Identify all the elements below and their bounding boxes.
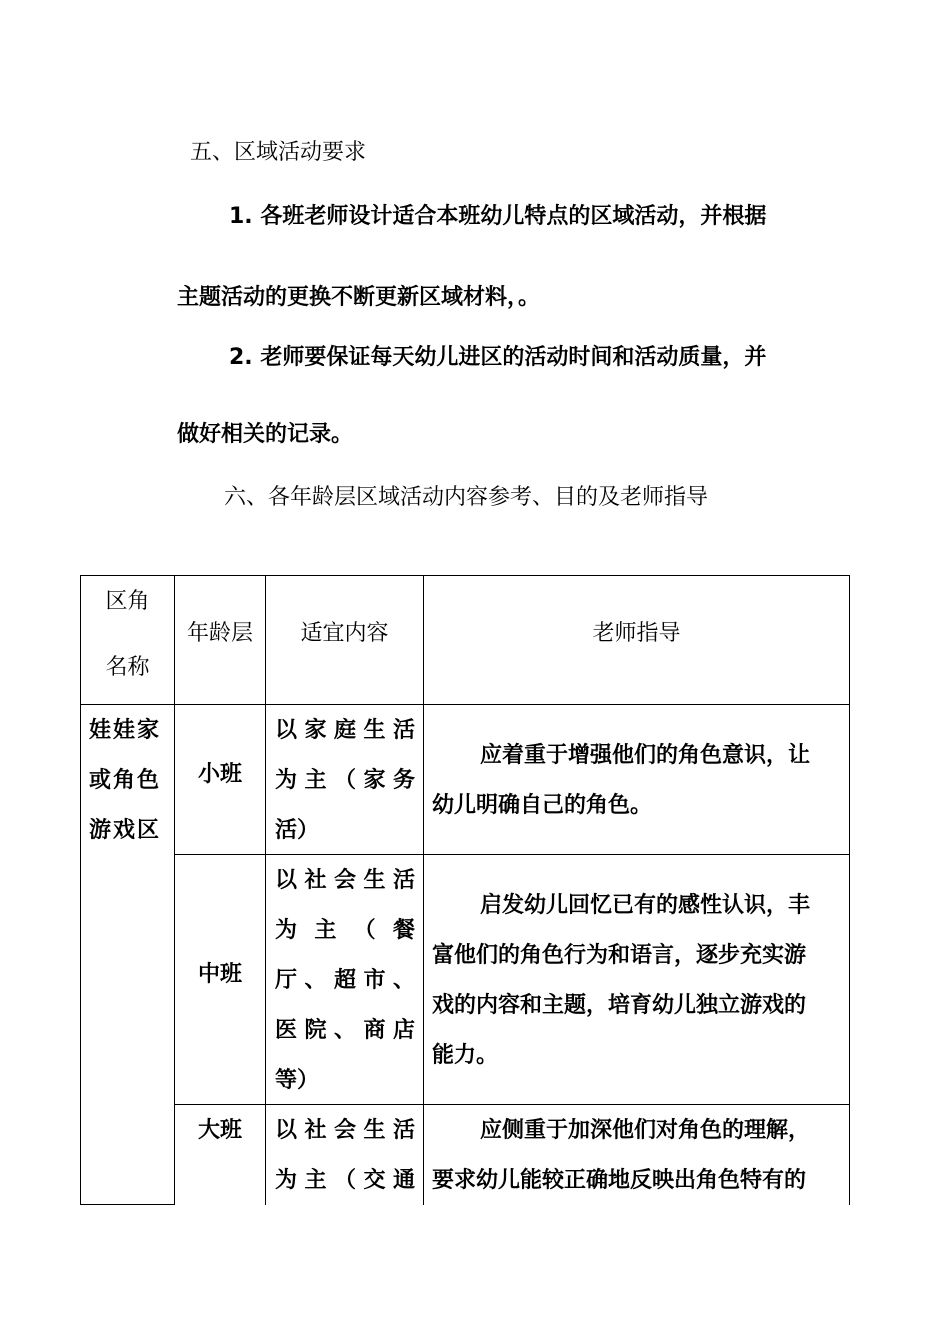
content-char: 通 bbox=[392, 1168, 415, 1193]
content-char: 交 bbox=[363, 1168, 386, 1193]
table-border-top bbox=[80, 575, 850, 576]
item-2-line-2: 做好相关的记录。 bbox=[177, 422, 354, 447]
content-line bbox=[275, 856, 415, 906]
content-char: 主 bbox=[304, 768, 327, 793]
content-char: 为 bbox=[275, 918, 298, 943]
content-line bbox=[275, 956, 415, 1006]
content-char: 厅 bbox=[275, 968, 298, 993]
guidance-cell-middle bbox=[432, 881, 810, 1081]
content-char: （ bbox=[333, 1168, 356, 1193]
content-char: （ bbox=[353, 918, 376, 943]
content-char: 以 bbox=[275, 1118, 298, 1143]
content-char: 家 bbox=[363, 768, 386, 793]
age-cell-middle: 中班 bbox=[197, 962, 242, 987]
content-char: 、 bbox=[392, 968, 415, 993]
guidance-line: 应着重于增强他们的角色意识，让 bbox=[480, 743, 811, 768]
guidance-line: 幼儿明确自己的角色。 bbox=[432, 793, 653, 818]
table-header-divider bbox=[80, 704, 850, 705]
guidance-line: 启发幼儿回忆已有的感性认识，丰 bbox=[480, 893, 811, 918]
content-line bbox=[275, 906, 415, 956]
table-col-divider bbox=[423, 575, 424, 1205]
header-guidance: 老师指导 bbox=[592, 621, 681, 646]
age-cell-small: 小班 bbox=[197, 762, 242, 787]
content-line: 等） bbox=[275, 1068, 320, 1093]
header-area-name bbox=[80, 585, 175, 684]
content-line bbox=[275, 1006, 415, 1056]
content-char: 超 bbox=[333, 968, 356, 993]
age-cell-large: 大班 bbox=[197, 1118, 242, 1143]
content-char: 为 bbox=[275, 768, 298, 793]
content-char: 餐 bbox=[392, 918, 415, 943]
table-border-bottom-first-col bbox=[80, 1204, 175, 1205]
area-name-cell bbox=[89, 706, 161, 856]
section-6-heading: 六、各年龄层区域活动内容参考、目的及老师指导 bbox=[224, 485, 709, 510]
area-name-line: 娃娃家 bbox=[89, 718, 162, 743]
content-line bbox=[275, 1106, 415, 1156]
content-char: 活 bbox=[392, 868, 415, 893]
content-char: 家 bbox=[304, 718, 327, 743]
section-5-heading: 五、区域活动要求 bbox=[190, 140, 367, 165]
content-char: 活 bbox=[392, 718, 415, 743]
content-char: 、 bbox=[333, 1018, 356, 1043]
content-char: 生 bbox=[363, 718, 386, 743]
content-char: 务 bbox=[392, 768, 415, 793]
guidance-line: 应侧重于加深他们对角色的理解， bbox=[480, 1118, 811, 1143]
guidance-line: 要求幼儿能较正确地反映出角色特有的 bbox=[432, 1168, 807, 1193]
area-name-line: 或角色 bbox=[89, 768, 162, 793]
table-col-divider bbox=[265, 575, 266, 1205]
guidance-line: 戏的内容和主题，培育幼儿独立游戏的 bbox=[432, 993, 807, 1018]
header-area-line-2: 名称 bbox=[105, 655, 150, 680]
content-char: 商 bbox=[363, 1018, 386, 1043]
content-char: 社 bbox=[304, 868, 327, 893]
content-cell-middle bbox=[275, 856, 415, 1106]
area-name-line: 游戏区 bbox=[89, 818, 162, 843]
content-char: 生 bbox=[363, 1118, 386, 1143]
content-char: 生 bbox=[363, 868, 386, 893]
header-content: 适宜内容 bbox=[300, 621, 389, 646]
item-1-line-2: 主题活动的更换不断更新区域材料，。 bbox=[177, 285, 541, 310]
content-char: 会 bbox=[333, 868, 356, 893]
content-cell-large bbox=[275, 1106, 415, 1206]
guidance-cell-small bbox=[432, 731, 810, 831]
guidance-line: 富他们的角色行为和语言，逐步充实游 bbox=[432, 943, 807, 968]
content-char: （ bbox=[333, 768, 356, 793]
content-char: 院 bbox=[304, 1018, 327, 1043]
content-char: 为 bbox=[275, 1168, 298, 1193]
content-char: 以 bbox=[275, 868, 298, 893]
content-line bbox=[275, 706, 415, 756]
guidance-cell-large bbox=[432, 1106, 810, 1206]
content-char: 、 bbox=[304, 968, 327, 993]
content-char: 医 bbox=[275, 1018, 298, 1043]
content-char: 店 bbox=[392, 1018, 415, 1043]
item-2-line-1: 2. 老师要保证每天幼儿进区的活动时间和活动质量，并 bbox=[229, 345, 767, 370]
content-cell-small bbox=[275, 706, 415, 856]
content-char: 会 bbox=[333, 1118, 356, 1143]
content-char: 社 bbox=[304, 1118, 327, 1143]
content-line bbox=[275, 1156, 415, 1206]
content-char: 市 bbox=[363, 968, 386, 993]
content-char: 庭 bbox=[333, 718, 356, 743]
table-border-right bbox=[849, 575, 850, 1205]
item-1-line-1: 1. 各班老师设计适合本班幼儿特点的区域活动，并根据 bbox=[229, 204, 767, 229]
content-line: 活） bbox=[275, 818, 320, 843]
content-char: 以 bbox=[275, 718, 298, 743]
header-age: 年龄层 bbox=[186, 621, 253, 646]
content-char: 主 bbox=[304, 1168, 327, 1193]
header-area-line-1: 区角 bbox=[105, 589, 150, 614]
guidance-line: 能力。 bbox=[432, 1043, 499, 1068]
content-char: 主 bbox=[314, 918, 337, 943]
content-char: 活 bbox=[392, 1118, 415, 1143]
content-line bbox=[275, 756, 415, 806]
